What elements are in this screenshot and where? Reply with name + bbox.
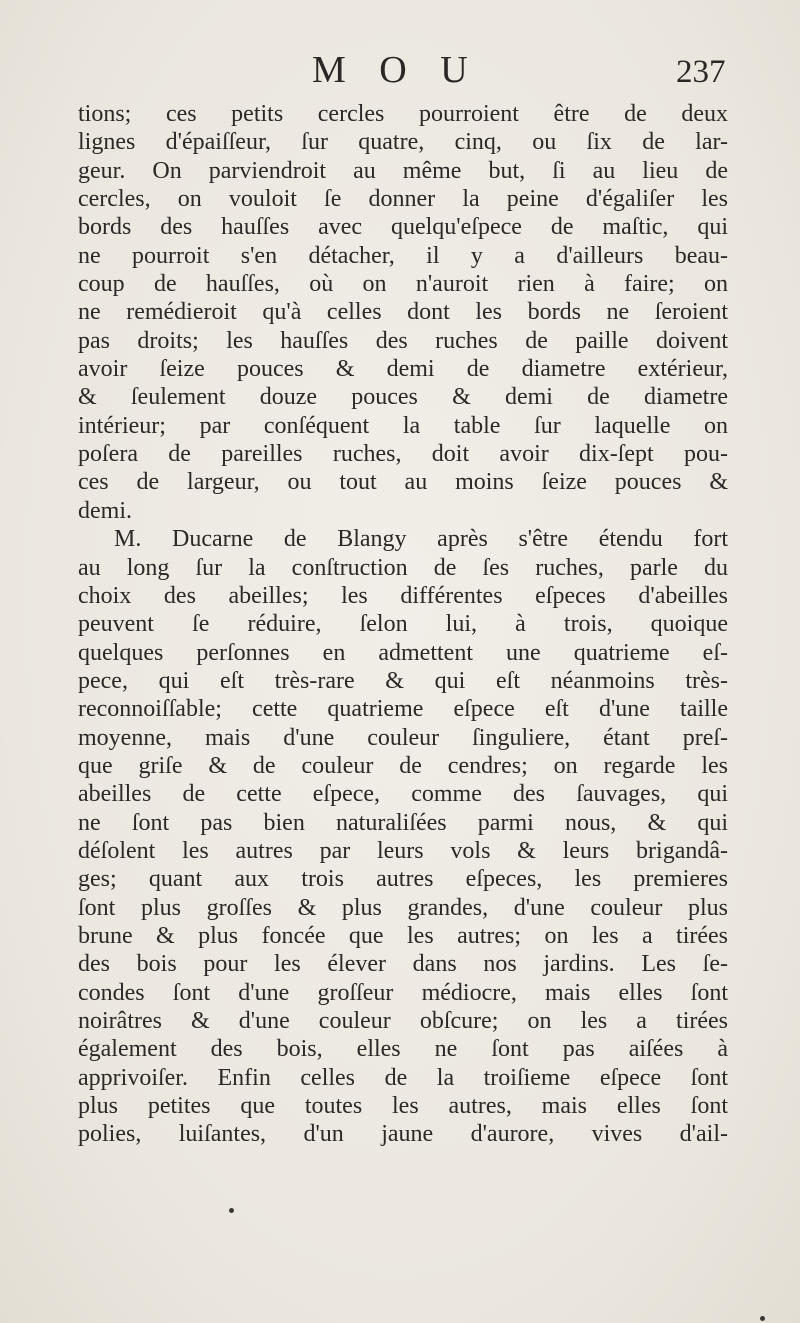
text-line: que griſe & de couleur de cendres; on regarde les bbox=[78, 752, 728, 779]
text-line: ſont plus groſſes & plus grandes, d'une couleur plus bbox=[78, 894, 728, 921]
text-line: peuvent ſe réduire, ſelon lui, à trois, quoique bbox=[78, 611, 728, 638]
text-line: abeilles de cette eſpece, comme des ſauvages, qui bbox=[78, 781, 728, 808]
text-line: ne ſont pas bien naturaliſées parmi nous, & qui bbox=[78, 809, 728, 836]
text-line: cercles, on vouloit ſe donner la peine d'égaliſer les bbox=[78, 186, 728, 213]
text-line: moyenne, mais d'une couleur ſinguliere, étant preſ- bbox=[78, 724, 728, 751]
ink-speck bbox=[760, 1316, 765, 1321]
page-number: 237 bbox=[676, 54, 726, 90]
text-line: tions; ces petits cercles pourroient être de deux bbox=[78, 101, 728, 127]
text-line: ges; quant aux trois autres eſpeces, les premieres bbox=[78, 866, 728, 893]
text-line: lignes d'épaiſſeur, ſur quatre, cinq, ou ſix de lar- bbox=[78, 129, 728, 156]
text-line: polies, luiſantes, d'un jaune d'aurore, vives d'ail- bbox=[78, 1121, 728, 1148]
body-text bbox=[78, 100, 728, 1149]
text-line: poſera de pareilles ruches, doit avoir dix-ſept pou- bbox=[78, 441, 728, 468]
text-line: coup de hauſſes, où on n'auroit rien à faire; on bbox=[78, 271, 728, 298]
text-line: avoir ſeize pouces & demi de diametre extérieur, bbox=[78, 356, 728, 383]
text-line: ces de largeur, ou tout au moins ſeize pouces & bbox=[78, 469, 728, 496]
text-line: intérieur; par conſéquent la table ſur laquelle on bbox=[78, 412, 728, 439]
paragraph-start-line: M. Ducarne de Blangy après s'être étendu fort bbox=[114, 526, 728, 553]
text-line: plus petites que toutes les autres, mais elles ſont bbox=[78, 1093, 728, 1120]
text-line: & ſeulement douze pouces & demi de diametre bbox=[78, 384, 728, 411]
text-line: pas droits; les hauſſes des ruches de paille doivent bbox=[78, 327, 728, 354]
text-line: également des bois, elles ne ſont pas aiſées à bbox=[78, 1036, 728, 1063]
text-line: ne pourroit s'en détacher, il y a d'ailleurs beau- bbox=[78, 242, 728, 269]
text-line: apprivoiſer. Enfin celles de la troiſieme eſpece ſont bbox=[78, 1064, 728, 1091]
text-line: ne remédieroit qu'à celles dont les bords ne ſeroient bbox=[78, 299, 728, 326]
text-line: condes ſont d'une groſſeur médiocre, mais elles ſont bbox=[78, 979, 728, 1006]
text-line: bords des hauſſes avec quelqu'eſpece de maſtic, qui bbox=[78, 214, 728, 241]
text-line: des bois pour les élever dans nos jardins. Les ſe- bbox=[78, 951, 728, 978]
ink-speck bbox=[229, 1208, 234, 1213]
text-line: demi. bbox=[78, 497, 132, 524]
running-title: M O U bbox=[312, 49, 480, 91]
text-line: déſolent les autres par leurs vols & leurs brigandâ- bbox=[78, 837, 728, 864]
text-line: brune & plus foncée que les autres; on les a tirées bbox=[78, 922, 728, 949]
text-line: choix des abeilles; les différentes eſpeces d'abeilles bbox=[78, 582, 728, 609]
text-line: quelques perſonnes en admettent une quatrieme eſ- bbox=[78, 639, 728, 666]
text-line: pece, qui eſt très-rare & qui eſt néanmoins très- bbox=[78, 667, 728, 694]
text-line: reconnoiſſable; cette quatrieme eſpece eſt d'une taille bbox=[78, 696, 728, 723]
page-header bbox=[0, 48, 800, 98]
text-line: noirâtres & d'une couleur obſcure; on les a tirées bbox=[78, 1008, 728, 1034]
text-line: au long ſur la conſtruction de ſes ruches, parle du bbox=[78, 554, 728, 581]
text-line: geur. On parviendroit au même but, ſi au lieu de bbox=[78, 157, 728, 184]
